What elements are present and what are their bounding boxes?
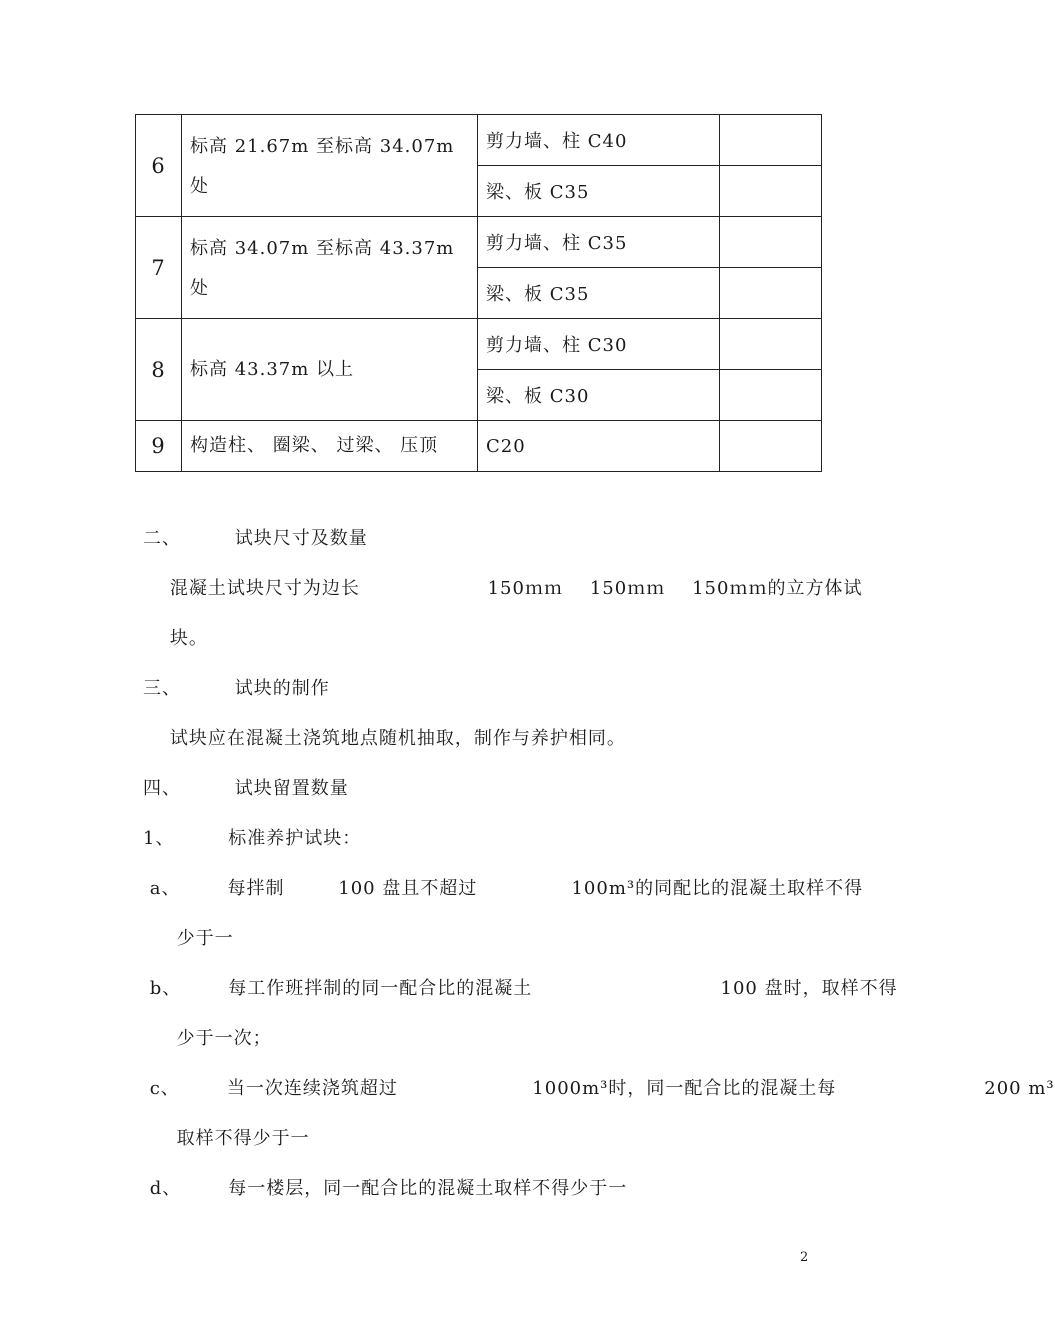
remark-cell xyxy=(720,268,822,319)
list-item: d、 每一楼层，同一配合比的混凝土取样不得少于一 xyxy=(143,1178,628,1199)
list-item-continuation: 少于一次； xyxy=(143,1028,272,1049)
section-heading: 四、 试块留置数量 xyxy=(143,778,349,799)
list-item: b、 每工作班拌制的同一配合比的混凝土 100 盘时，取样不得 xyxy=(143,978,898,999)
member-type: 构造柱、 圈梁、 过梁、 压顶 xyxy=(182,421,478,472)
remark-cell xyxy=(720,319,822,370)
member-grade: 梁、板 C35 xyxy=(478,268,720,319)
list-item: a、 每拌制 100 盘且不超过 100m³的同配比的混凝土取样不得 xyxy=(143,878,864,899)
paragraph-line: 试块应在混凝土浇筑地点随机抽取，制作与养护相同。 xyxy=(143,728,626,749)
table-row xyxy=(136,319,822,370)
member-grade: 剪力墙、柱 C35 xyxy=(478,217,720,268)
elevation-range: 标高 34.07m 至标高 43.37m 处 xyxy=(182,217,478,319)
row-number: 9 xyxy=(136,421,182,472)
table-row xyxy=(136,217,822,268)
elevation-range: 标高 21.67m 至标高 34.07m 处 xyxy=(182,115,478,217)
remark-cell xyxy=(720,421,822,472)
list-item-continuation: 取样不得少于一 xyxy=(143,1128,310,1149)
paragraph-line: 混凝土试块尺寸为边长 150ｍｍ 150ｍｍ 150ｍｍ的立方体试 xyxy=(143,578,863,599)
member-grade: 剪力墙、柱 C30 xyxy=(478,319,720,370)
remark-cell xyxy=(720,370,822,421)
table-row xyxy=(136,421,822,472)
member-grade: 梁、板 C30 xyxy=(478,370,720,421)
remark-cell xyxy=(720,115,822,166)
section-heading: 三、 试块的制作 xyxy=(143,678,330,699)
remark-cell xyxy=(720,166,822,217)
member-grade: C20 xyxy=(478,421,720,472)
member-grade: 剪力墙、柱 C40 xyxy=(478,115,720,166)
list-item: c、 当一次连续浇筑超过 1000m³时，同一配合比的混凝土每 200 m³ xyxy=(143,1078,1055,1099)
page-number: 2 xyxy=(800,1250,809,1265)
paragraph-line: 块。 xyxy=(143,628,208,649)
row-number: 7 xyxy=(136,217,182,319)
section-heading: 二、 试块尺寸及数量 xyxy=(143,528,368,549)
table-row xyxy=(136,115,822,166)
remark-cell xyxy=(720,217,822,268)
concrete-grade-table xyxy=(135,114,822,472)
elevation-range: 标高 43.37m 以上 xyxy=(182,319,478,421)
list-item-continuation: 少于一 xyxy=(143,928,234,949)
row-number: 8 xyxy=(136,319,182,421)
subsection-heading: 1、 标准养护试块： xyxy=(143,828,362,849)
row-number: 6 xyxy=(136,115,182,217)
member-grade: 梁、板 C35 xyxy=(478,166,720,217)
